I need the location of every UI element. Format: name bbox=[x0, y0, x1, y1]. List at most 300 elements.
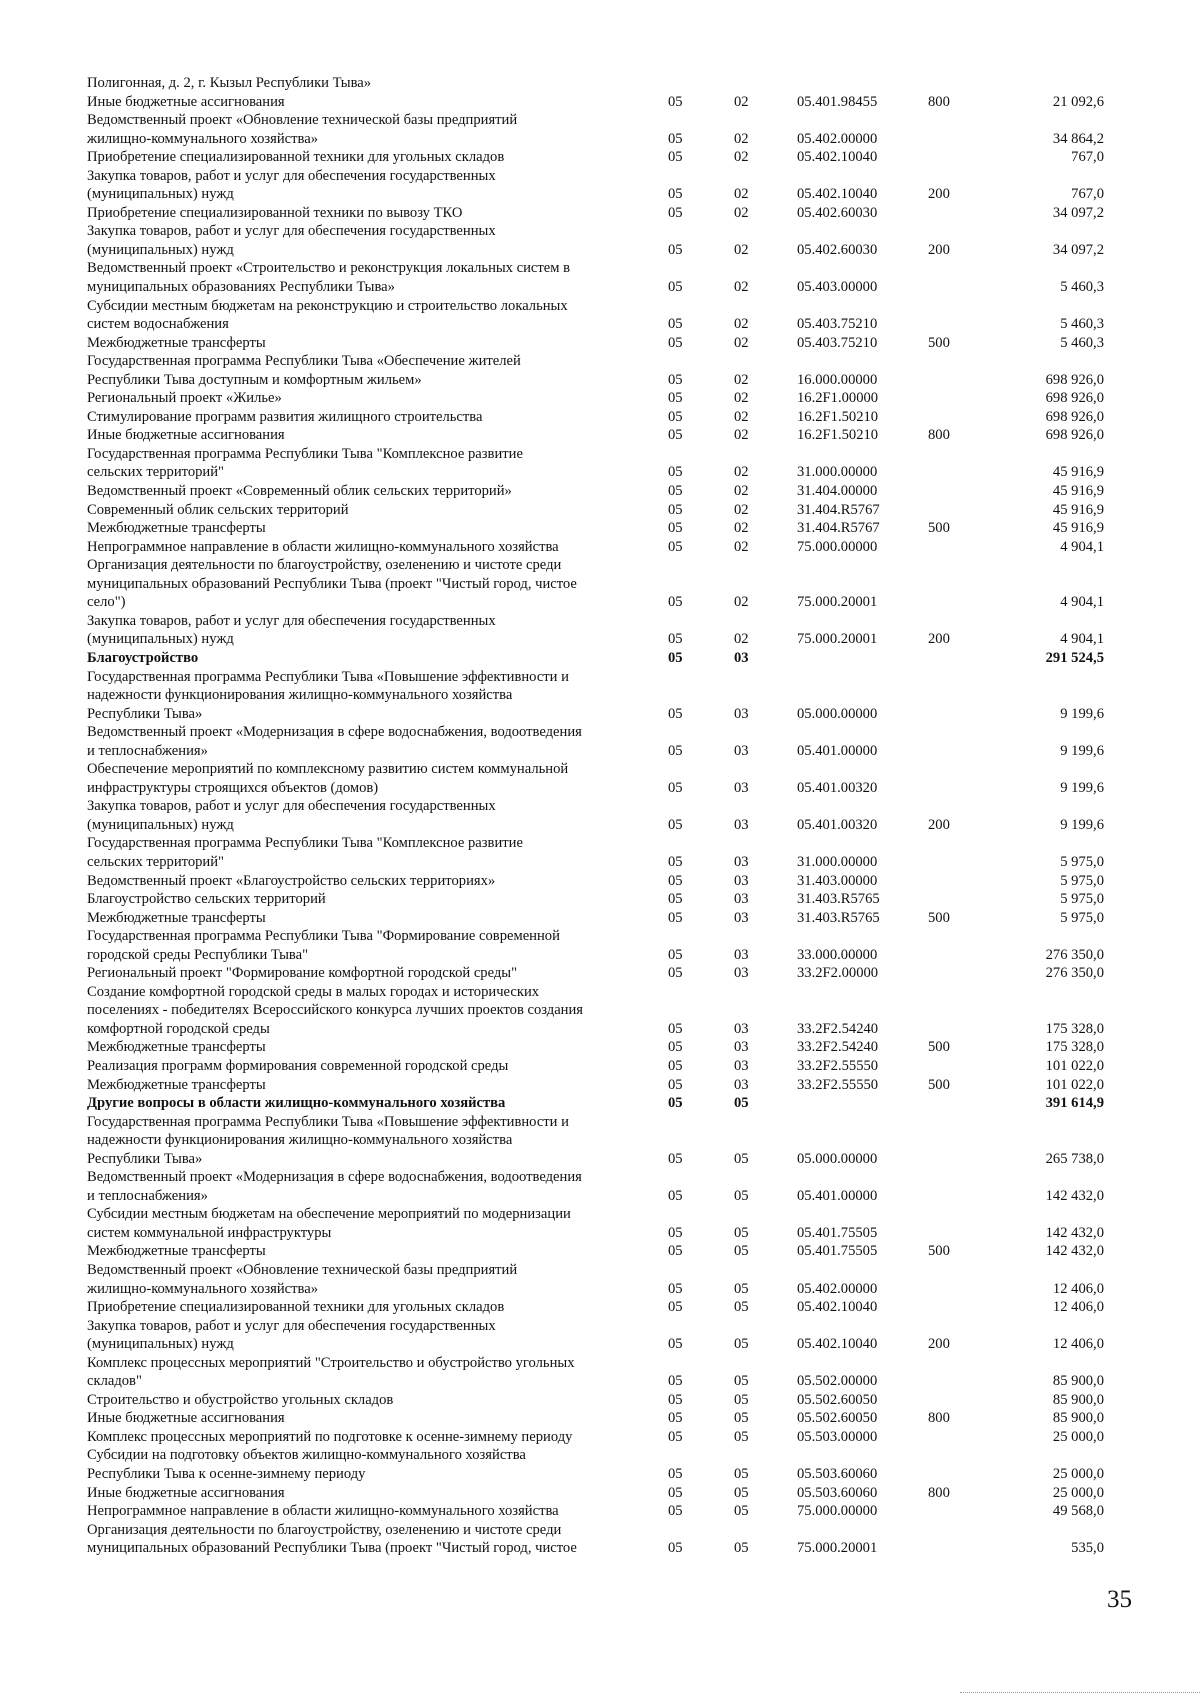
amount: 12 406,0 bbox=[1052, 1299, 1104, 1316]
description-line: Государственная программа Республики Тыва "Комплексное развитие bbox=[87, 445, 523, 462]
table-row bbox=[0, 204, 1200, 223]
section-code: 05 bbox=[668, 204, 683, 221]
description-line: жилищно-коммунального хозяйства» bbox=[87, 1280, 319, 1297]
section-code: 05 bbox=[668, 371, 683, 388]
table-row bbox=[0, 167, 1200, 204]
subsection-code: 02 bbox=[734, 538, 749, 555]
row-description bbox=[87, 297, 647, 334]
subsection-code: 03 bbox=[734, 909, 749, 926]
table-row bbox=[0, 148, 1200, 167]
amount: 535,0 bbox=[1071, 1540, 1104, 1557]
section-code: 05 bbox=[668, 1150, 683, 1167]
section-code: 05 bbox=[668, 816, 683, 833]
section-row bbox=[0, 1094, 1200, 1113]
subsection-code: 03 bbox=[734, 742, 749, 759]
description-line: Создание комфортной городской среды в малых городах и исторических bbox=[87, 983, 540, 1000]
target-article-code: 75.000.00000 bbox=[797, 1503, 878, 1520]
amount: 12 406,0 bbox=[1052, 1336, 1104, 1353]
scan-edge bbox=[960, 1692, 1200, 1694]
section-code: 05 bbox=[668, 1299, 683, 1316]
target-article-code: 33.2F2.54240 bbox=[797, 1039, 879, 1056]
amount: 698 926,0 bbox=[1045, 371, 1104, 388]
target-article-code: 33.2F2.00000 bbox=[797, 965, 879, 982]
section-code: 05 bbox=[668, 946, 683, 963]
row-description bbox=[87, 1409, 647, 1428]
row-description bbox=[87, 760, 647, 797]
description-line: надежности функционирования жилищно-коммунального хозяйства bbox=[87, 1132, 513, 1149]
table-row bbox=[0, 259, 1200, 296]
table-row bbox=[0, 1261, 1200, 1298]
subsection-code: 03 bbox=[734, 1057, 749, 1074]
row-description bbox=[87, 334, 647, 353]
table-row bbox=[0, 222, 1200, 259]
subsection-code: 03 bbox=[734, 1039, 749, 1056]
subsection-code: 05 bbox=[734, 1150, 749, 1167]
section-code: 05 bbox=[668, 408, 683, 425]
section-row bbox=[0, 649, 1200, 668]
table-row bbox=[0, 1242, 1200, 1261]
description-line: Республики Тыва» bbox=[87, 1150, 203, 1167]
target-article-code: 16.2F1.50210 bbox=[797, 408, 879, 425]
table-row bbox=[0, 927, 1200, 964]
page-number: 35 bbox=[1107, 1586, 1132, 1613]
description-line: Закупка товаров, работ и услуг для обеспечения государственных bbox=[87, 1317, 496, 1334]
subsection-code: 05 bbox=[734, 1280, 749, 1297]
amount: 9 199,6 bbox=[1060, 705, 1104, 722]
row-description bbox=[87, 1242, 647, 1261]
amount: 142 432,0 bbox=[1045, 1187, 1104, 1204]
description-line: муниципальных образованиях Республики Тыва» bbox=[87, 279, 395, 296]
amount: 34 097,2 bbox=[1052, 204, 1104, 221]
table-row bbox=[0, 1502, 1200, 1521]
description-line: инфраструктуры строящихся объектов (домов) bbox=[87, 779, 379, 796]
table-row bbox=[0, 612, 1200, 649]
description-line: Непрограммное направление в области жилищно-коммунального хозяйства bbox=[87, 538, 559, 555]
amount: 4 904,1 bbox=[1060, 538, 1104, 555]
section-code: 05 bbox=[668, 1484, 683, 1501]
table-row bbox=[0, 1113, 1200, 1169]
table-row bbox=[0, 334, 1200, 353]
description-line: Региональный проект "Формирование комфортной городской среды" bbox=[87, 965, 518, 982]
row-description bbox=[87, 872, 647, 891]
amount: 291 524,5 bbox=[1045, 649, 1104, 666]
description-line: (муниципальных) нужд bbox=[87, 186, 234, 203]
target-article-code: 33.2F2.55550 bbox=[797, 1057, 879, 1074]
section-code: 05 bbox=[668, 186, 683, 203]
description-line: Приобретение специализированной техники для угольных складов bbox=[87, 1299, 505, 1316]
table-row bbox=[0, 1076, 1200, 1095]
section-code: 05 bbox=[668, 909, 683, 926]
amount: 698 926,0 bbox=[1045, 427, 1104, 444]
table-row bbox=[0, 1038, 1200, 1057]
table-row bbox=[0, 297, 1200, 334]
subsection-code: 05 bbox=[734, 1243, 749, 1260]
row-description bbox=[87, 649, 647, 668]
section-code: 05 bbox=[668, 891, 683, 908]
description-line: (муниципальных) нужд bbox=[87, 631, 234, 648]
subsection-code: 02 bbox=[734, 186, 749, 203]
amount: 9 199,6 bbox=[1060, 816, 1104, 833]
description-line: комфортной городской среды bbox=[87, 1020, 270, 1037]
description-line: Полигонная, д. 2, г. Кызыл Республики Тыва» bbox=[87, 75, 372, 91]
subsection-code: 03 bbox=[734, 872, 749, 889]
section-code: 05 bbox=[668, 1224, 683, 1241]
row-description bbox=[87, 556, 647, 612]
amount: 175 328,0 bbox=[1045, 1039, 1104, 1056]
table-row bbox=[0, 1521, 1200, 1558]
subsection-code: 05 bbox=[734, 1373, 749, 1390]
row-description bbox=[87, 797, 647, 834]
section-code: 05 bbox=[668, 1280, 683, 1297]
description-line: муниципальных образований Республики Тыва (проект "Чистый город, чистое bbox=[87, 575, 577, 592]
section-code: 05 bbox=[668, 390, 683, 407]
row-description bbox=[87, 909, 647, 928]
description-line: и теплоснабжения» bbox=[87, 742, 208, 759]
row-description bbox=[87, 408, 647, 427]
row-description bbox=[87, 74, 647, 93]
subsection-code: 02 bbox=[734, 93, 749, 110]
section-code: 05 bbox=[668, 594, 683, 611]
expense-type-code: 200 bbox=[928, 631, 950, 648]
row-description bbox=[87, 1446, 647, 1483]
amount: 25 000,0 bbox=[1052, 1466, 1104, 1483]
target-article-code: 05.402.00000 bbox=[797, 130, 878, 147]
section-code: 05 bbox=[668, 501, 683, 518]
table-row bbox=[0, 445, 1200, 482]
subsection-code: 02 bbox=[734, 427, 749, 444]
row-description bbox=[87, 1317, 647, 1354]
description-line: Иные бюджетные ассигнования bbox=[87, 1484, 285, 1501]
table-row bbox=[0, 501, 1200, 520]
description-line: Закупка товаров, работ и услуг для обеспечения государственных bbox=[87, 223, 496, 240]
subsection-code: 03 bbox=[734, 705, 749, 722]
row-description bbox=[87, 501, 647, 520]
description-line: Субсидии местным бюджетам на реконструкцию и строительство локальных bbox=[87, 297, 568, 314]
row-description bbox=[87, 723, 647, 760]
description-line: Государственная программа Республики Тыва «Повышение эффективности и bbox=[87, 668, 569, 685]
row-description bbox=[87, 668, 647, 724]
description-line: и теплоснабжения» bbox=[87, 1187, 208, 1204]
section-code: 05 bbox=[668, 649, 683, 666]
amount: 4 904,1 bbox=[1060, 631, 1104, 648]
description-line: Государственная программа Республики Тыва "Формирование современной bbox=[87, 928, 560, 945]
amount: 5 975,0 bbox=[1060, 853, 1104, 870]
description-line: Ведомственный проект «Благоустройство сельских территориях» bbox=[87, 872, 496, 889]
section-code: 05 bbox=[668, 965, 683, 982]
section-code: 05 bbox=[668, 1428, 683, 1445]
amount: 276 350,0 bbox=[1045, 946, 1104, 963]
target-article-code: 31.404.00000 bbox=[797, 483, 878, 500]
description-line: Ведомственный проект «Строительство и реконструкция локальных систем в bbox=[87, 260, 571, 277]
section-code: 05 bbox=[668, 427, 683, 444]
description-line: Межбюджетные трансферты bbox=[87, 909, 266, 926]
amount: 5 975,0 bbox=[1060, 891, 1104, 908]
target-article-code: 75.000.20001 bbox=[797, 594, 878, 611]
description-line: Государственная программа Республики Тыва "Комплексное развитие bbox=[87, 835, 523, 852]
expense-type-code: 200 bbox=[928, 816, 950, 833]
description-line: (муниципальных) нужд bbox=[87, 1336, 234, 1353]
section-code: 05 bbox=[668, 1540, 683, 1557]
section-code: 05 bbox=[668, 742, 683, 759]
subsection-code: 05 bbox=[734, 1428, 749, 1445]
row-description bbox=[87, 1205, 647, 1242]
target-article-code: 05.503.60060 bbox=[797, 1484, 878, 1501]
subsection-code: 05 bbox=[734, 1299, 749, 1316]
section-code: 05 bbox=[668, 705, 683, 722]
amount: 34 097,2 bbox=[1052, 241, 1104, 258]
section-code: 05 bbox=[668, 1391, 683, 1408]
table-row bbox=[0, 1446, 1200, 1483]
expense-type-code: 500 bbox=[928, 909, 950, 926]
description-line: Обеспечение мероприятий по комплексному развитию систем коммунальной bbox=[87, 761, 569, 778]
row-description bbox=[87, 612, 647, 649]
description-line: Ведомственный проект «Обновление технической базы предприятий bbox=[87, 1262, 518, 1278]
amount: 4 904,1 bbox=[1060, 594, 1104, 611]
table-row bbox=[0, 797, 1200, 834]
target-article-code: 33.000.00000 bbox=[797, 946, 878, 963]
subsection-code: 03 bbox=[734, 649, 749, 666]
amount: 45 916,9 bbox=[1052, 501, 1104, 518]
section-code: 05 bbox=[668, 1503, 683, 1520]
expense-type-code: 800 bbox=[928, 1484, 950, 1501]
description-line: Организация деятельности по благоустройству, озеленению и чистоте среди bbox=[87, 557, 562, 574]
section-code: 05 bbox=[668, 1410, 683, 1427]
description-line: Закупка товаров, работ и услуг для обеспечения государственных bbox=[87, 167, 496, 184]
target-article-code: 05.402.00000 bbox=[797, 1280, 878, 1297]
table-row bbox=[0, 1317, 1200, 1354]
description-line: сельских территорий" bbox=[87, 853, 225, 870]
description-line: Строительство и обустройство угольных складов bbox=[87, 1391, 394, 1408]
row-description bbox=[87, 519, 647, 538]
section-code: 05 bbox=[668, 538, 683, 555]
description-line: Приобретение специализированной техники для угольных складов bbox=[87, 149, 505, 166]
row-description bbox=[87, 1038, 647, 1057]
description-line: Ведомственный проект «Модернизация в сфере водоснабжения, водоотведения bbox=[87, 724, 582, 741]
amount: 698 926,0 bbox=[1045, 408, 1104, 425]
amount: 9 199,6 bbox=[1060, 742, 1104, 759]
row-description bbox=[87, 204, 647, 223]
table-row bbox=[0, 111, 1200, 148]
subsection-code: 05 bbox=[734, 1540, 749, 1557]
description-line: Непрограммное направление в области жилищно-коммунального хозяйства bbox=[87, 1503, 559, 1520]
section-code: 05 bbox=[668, 241, 683, 258]
target-article-code: 31.403.R5765 bbox=[797, 891, 880, 908]
row-description bbox=[87, 927, 647, 964]
subsection-code: 02 bbox=[734, 464, 749, 481]
description-line: Республики Тыва» bbox=[87, 705, 203, 722]
table-row bbox=[0, 426, 1200, 445]
description-line: Организация деятельности по благоустройству, озеленению и чистоте среди bbox=[87, 1521, 562, 1538]
description-line: складов" bbox=[87, 1373, 142, 1390]
target-article-code: 05.401.98455 bbox=[797, 93, 878, 110]
table-row bbox=[0, 760, 1200, 797]
row-description bbox=[87, 167, 647, 204]
target-article-code: 05.502.60050 bbox=[797, 1391, 878, 1408]
amount: 45 916,9 bbox=[1052, 464, 1104, 481]
subsection-code: 05 bbox=[734, 1466, 749, 1483]
table-row bbox=[0, 1205, 1200, 1242]
row-description bbox=[87, 1076, 647, 1095]
description-line: Закупка товаров, работ и услуг для обеспечения государственных bbox=[87, 798, 496, 815]
amount: 142 432,0 bbox=[1045, 1224, 1104, 1241]
table-row bbox=[0, 723, 1200, 760]
section-code: 05 bbox=[668, 1057, 683, 1074]
row-description bbox=[87, 983, 647, 1039]
table-row bbox=[0, 352, 1200, 389]
table-row bbox=[0, 538, 1200, 557]
expense-type-code: 500 bbox=[928, 1039, 950, 1056]
target-article-code: 05.403.00000 bbox=[797, 279, 878, 296]
target-article-code: 05.402.10040 bbox=[797, 1299, 878, 1316]
row-description bbox=[87, 1521, 647, 1558]
subsection-code: 02 bbox=[734, 316, 749, 333]
budget-table bbox=[0, 74, 1200, 1558]
section-code: 05 bbox=[668, 1373, 683, 1390]
target-article-code: 75.000.20001 bbox=[797, 631, 878, 648]
section-code: 05 bbox=[668, 853, 683, 870]
target-article-code: 05.401.75505 bbox=[797, 1224, 878, 1241]
expense-type-code: 500 bbox=[928, 1076, 950, 1093]
expense-type-code: 500 bbox=[928, 1243, 950, 1260]
target-article-code: 05.402.10040 bbox=[797, 186, 878, 203]
row-description bbox=[87, 1484, 647, 1503]
description-line: Государственная программа Республики Тыва «Обеспечение жителей bbox=[87, 353, 521, 370]
row-description bbox=[87, 964, 647, 983]
subsection-code: 02 bbox=[734, 279, 749, 296]
subsection-code: 03 bbox=[734, 891, 749, 908]
description-line: Межбюджетные трансферты bbox=[87, 1076, 266, 1093]
description-line: городской среды Республики Тыва" bbox=[87, 946, 309, 963]
target-article-code: 31.403.00000 bbox=[797, 872, 878, 889]
section-code: 05 bbox=[668, 1336, 683, 1353]
target-article-code: 31.404.R5767 bbox=[797, 501, 880, 518]
description-line: систем коммунальной инфраструктуры bbox=[87, 1224, 332, 1241]
subsection-code: 03 bbox=[734, 1020, 749, 1037]
description-line: Современный облик сельских территорий bbox=[87, 501, 349, 518]
section-code: 05 bbox=[668, 1243, 683, 1260]
subsection-code: 05 bbox=[734, 1391, 749, 1408]
subsection-code: 02 bbox=[734, 241, 749, 258]
table-row bbox=[0, 556, 1200, 612]
target-article-code: 33.2F2.54240 bbox=[797, 1020, 879, 1037]
expense-type-code: 200 bbox=[928, 241, 950, 258]
table-row bbox=[0, 834, 1200, 871]
subsection-code: 05 bbox=[734, 1484, 749, 1501]
description-line: (муниципальных) нужд bbox=[87, 816, 234, 833]
section-code: 05 bbox=[668, 464, 683, 481]
row-description bbox=[87, 482, 647, 501]
section-code: 05 bbox=[668, 1039, 683, 1056]
description-line: Комплекс процессных мероприятий по подготовке к осенне-зимнему периоду bbox=[87, 1428, 573, 1445]
description-line: сельских территорий" bbox=[87, 464, 225, 481]
description-line: Региональный проект «Жилье» bbox=[87, 390, 282, 407]
row-description bbox=[87, 389, 647, 408]
description-line: Межбюджетные трансферты bbox=[87, 1039, 266, 1056]
row-description bbox=[87, 1057, 647, 1076]
subsection-code: 02 bbox=[734, 631, 749, 648]
target-article-code: 16.2F1.50210 bbox=[797, 427, 879, 444]
section-code: 05 bbox=[668, 1076, 683, 1093]
amount: 25 000,0 bbox=[1052, 1484, 1104, 1501]
section-code: 05 bbox=[668, 631, 683, 648]
amount: 767,0 bbox=[1071, 186, 1104, 203]
target-article-code: 05.503.00000 bbox=[797, 1428, 878, 1445]
target-article-code: 05.403.75210 bbox=[797, 316, 878, 333]
amount: 5 975,0 bbox=[1060, 909, 1104, 926]
subsection-code: 05 bbox=[734, 1095, 749, 1112]
expense-type-code: 800 bbox=[928, 1410, 950, 1427]
table-row bbox=[0, 909, 1200, 928]
subsection-code: 02 bbox=[734, 334, 749, 351]
row-description bbox=[87, 111, 647, 148]
amount: 265 738,0 bbox=[1045, 1150, 1104, 1167]
row-description bbox=[87, 538, 647, 557]
subsection-code: 03 bbox=[734, 779, 749, 796]
target-article-code: 05.401.00320 bbox=[797, 816, 878, 833]
section-code: 05 bbox=[668, 1020, 683, 1037]
table-row bbox=[0, 93, 1200, 112]
amount: 34 864,2 bbox=[1052, 130, 1104, 147]
subsection-code: 03 bbox=[734, 1076, 749, 1093]
description-line: Закупка товаров, работ и услуг для обеспечения государственных bbox=[87, 612, 496, 629]
table-row bbox=[0, 482, 1200, 501]
subsection-code: 05 bbox=[734, 1224, 749, 1241]
table-row bbox=[0, 1298, 1200, 1317]
amount: 49 568,0 bbox=[1052, 1503, 1104, 1520]
description-line: Субсидии местным бюджетам на обеспечение мероприятий по модернизации bbox=[87, 1206, 571, 1223]
section-code: 05 bbox=[668, 1187, 683, 1204]
description-line: Иные бюджетные ассигнования bbox=[87, 427, 285, 444]
table-row bbox=[0, 872, 1200, 891]
amount: 25 000,0 bbox=[1052, 1428, 1104, 1445]
amount: 45 916,9 bbox=[1052, 520, 1104, 537]
target-article-code: 33.2F2.55550 bbox=[797, 1076, 879, 1093]
target-article-code: 05.402.10040 bbox=[797, 149, 878, 166]
amount: 12 406,0 bbox=[1052, 1280, 1104, 1297]
row-description bbox=[87, 93, 647, 112]
row-description bbox=[87, 426, 647, 445]
expense-type-code: 200 bbox=[928, 1336, 950, 1353]
expense-type-code: 500 bbox=[928, 334, 950, 351]
table-row bbox=[0, 890, 1200, 909]
amount: 85 900,0 bbox=[1052, 1410, 1104, 1427]
section-code: 05 bbox=[668, 779, 683, 796]
target-article-code: 05.401.75505 bbox=[797, 1243, 878, 1260]
target-article-code: 05.000.00000 bbox=[797, 1150, 878, 1167]
target-article-code: 05.403.75210 bbox=[797, 334, 878, 351]
row-description bbox=[87, 1428, 647, 1447]
row-description bbox=[87, 1354, 647, 1391]
description-line: Благоустройство bbox=[87, 649, 199, 666]
description-line: систем водоснабжения bbox=[87, 316, 229, 333]
row-description bbox=[87, 352, 647, 389]
description-line: Ведомственный проект «Обновление технической базы предприятий bbox=[87, 112, 518, 129]
description-line: Государственная программа Республики Тыва «Повышение эффективности и bbox=[87, 1113, 569, 1130]
table-row bbox=[0, 1168, 1200, 1205]
subsection-code: 03 bbox=[734, 946, 749, 963]
description-line: Ведомственный проект «Модернизация в сфере водоснабжения, водоотведения bbox=[87, 1169, 582, 1186]
section-code: 05 bbox=[668, 279, 683, 296]
amount: 698 926,0 bbox=[1045, 390, 1104, 407]
subsection-code: 05 bbox=[734, 1336, 749, 1353]
subsection-code: 02 bbox=[734, 130, 749, 147]
row-description bbox=[87, 1168, 647, 1205]
target-article-code: 31.000.00000 bbox=[797, 853, 878, 870]
amount: 175 328,0 bbox=[1045, 1020, 1104, 1037]
table-row bbox=[0, 964, 1200, 983]
table-row bbox=[0, 389, 1200, 408]
row-description bbox=[87, 148, 647, 167]
